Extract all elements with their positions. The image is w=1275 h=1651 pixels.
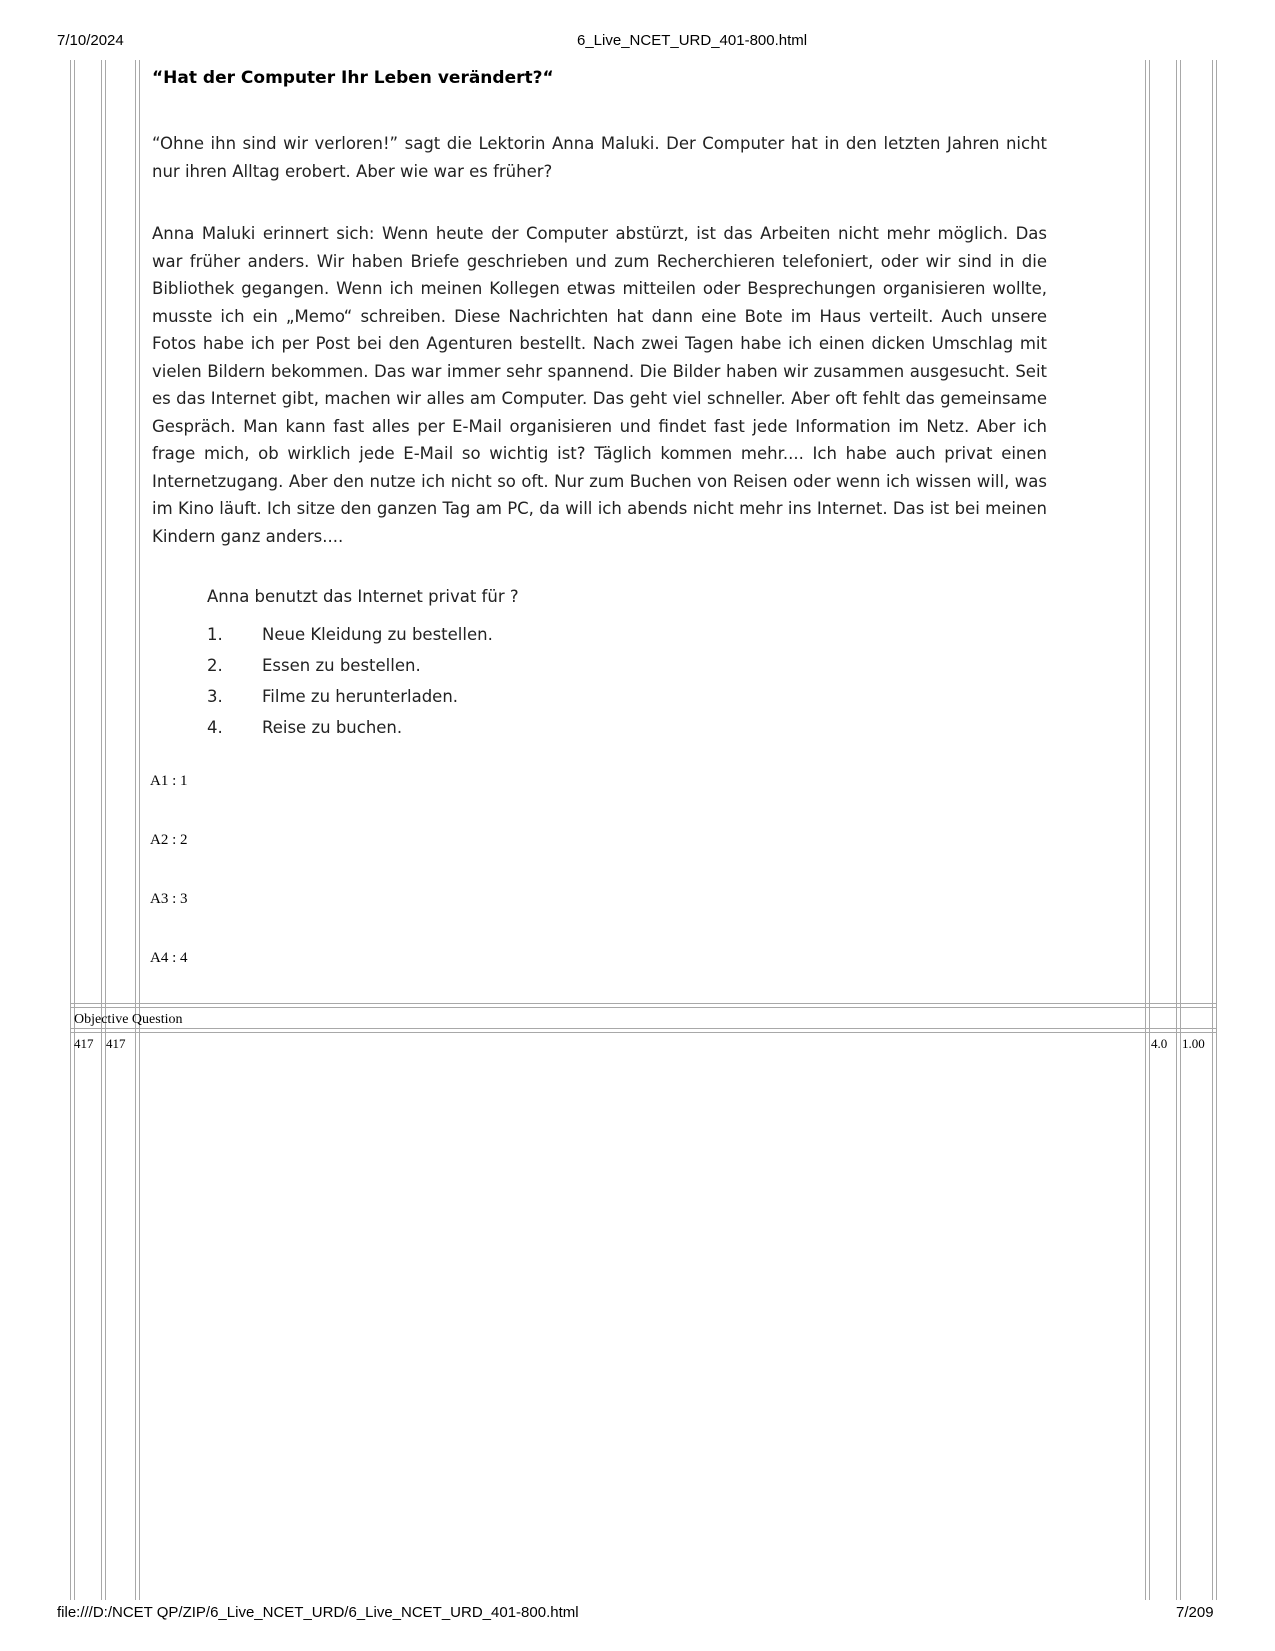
passage-paragraph-1: “Ohne ihn sind wir verloren!” sagt die Lektorin Anna Maluki. Der Computer hat in den letzten Jahren nicht nur ihren Alltag erobert. Aber wie war es früher? — [152, 134, 1047, 181]
question-type-label: Objective Question — [74, 1012, 183, 1027]
question-id: 417 — [106, 1036, 126, 1051]
passage-paragraph-2: Anna Maluki erinnert sich: Wenn heute der Computer abstürzt, ist das Arbeiten nicht mehr möglich. Das war früher anders. Wir haben Briefe geschrieben und zum Recherchieren telefoniert, oder wir sind in die Bibliothek gegangen. Wenn ich meinen Kollegen etwas mitteilen oder Besprechungen organisieren wollte, musste ich ein „Memo“ schreiben. Diese Nachrichten hat dann eine Bote im Haus verteilt. Auch unsere Fotos habe ich per Post bei den Agenturen bestellt. Nach zwei Tagen habe ich einen dicken Umschlag mit vielen Bildern bekommen. Das war immer sehr spannend. Die Bilder haben wir zusammen ausgesucht. Seit es das Internet gibt, machen wir alles am Computer. Das geht viel schneller. Aber oft fehlt das gemeinsame Gespräch. Man kann fast alles per E-Mail organisieren und findet fast jede Information im Netz. Aber ich frage mich, ob wirklich jede E-Mail so wichtig ist? Täglich kommen mehr.... Ich habe auch privat einen Internetzugang. Aber den nutze ich nicht so oft. Nur zum Buchen von Reisen oder wenn ich wissen will, was im Kino läuft. Ich sitze den ganzen Tag am PC, da will ich abends nicht mehr ins Internet. Das ist bei meinen Kindern ganz anders.... — [152, 224, 1047, 546]
option-item: 4. Reise zu buchen. — [207, 718, 403, 737]
option-item: 3. Filme zu herunterladen. — [207, 687, 459, 706]
print-date: 7/10/2024 — [57, 32, 124, 49]
marks-value: 4.0 — [1151, 1036, 1168, 1051]
question-prompt: Anna benutzt das Internet privat für ? — [207, 587, 519, 606]
answer-key-4: A4 : 4 — [150, 950, 188, 966]
print-page-number: 7/209 — [1176, 1604, 1214, 1621]
passage-title: “Hat der Computer Ihr Leben verändert?“ — [152, 68, 554, 88]
negative-marks-value: 1.00 — [1182, 1036, 1205, 1051]
question-serial: 417 — [74, 1036, 94, 1051]
answer-key-1: A1 : 1 — [150, 773, 188, 789]
answer-key-2: A2 : 2 — [150, 832, 188, 848]
answer-key-3: A3 : 3 — [150, 891, 188, 907]
option-item: 2. Essen zu bestellen. — [207, 656, 421, 675]
option-item: 1. Neue Kleidung zu bestellen. — [207, 625, 493, 644]
print-file-path: file:///D:/NCET QP/ZIP/6_Live_NCET_URD/6_Live_NCET_URD_401-800.html — [57, 1604, 579, 1621]
print-file-title: 6_Live_NCET_URD_401-800.html — [577, 32, 808, 49]
option-list — [207, 619, 493, 743]
